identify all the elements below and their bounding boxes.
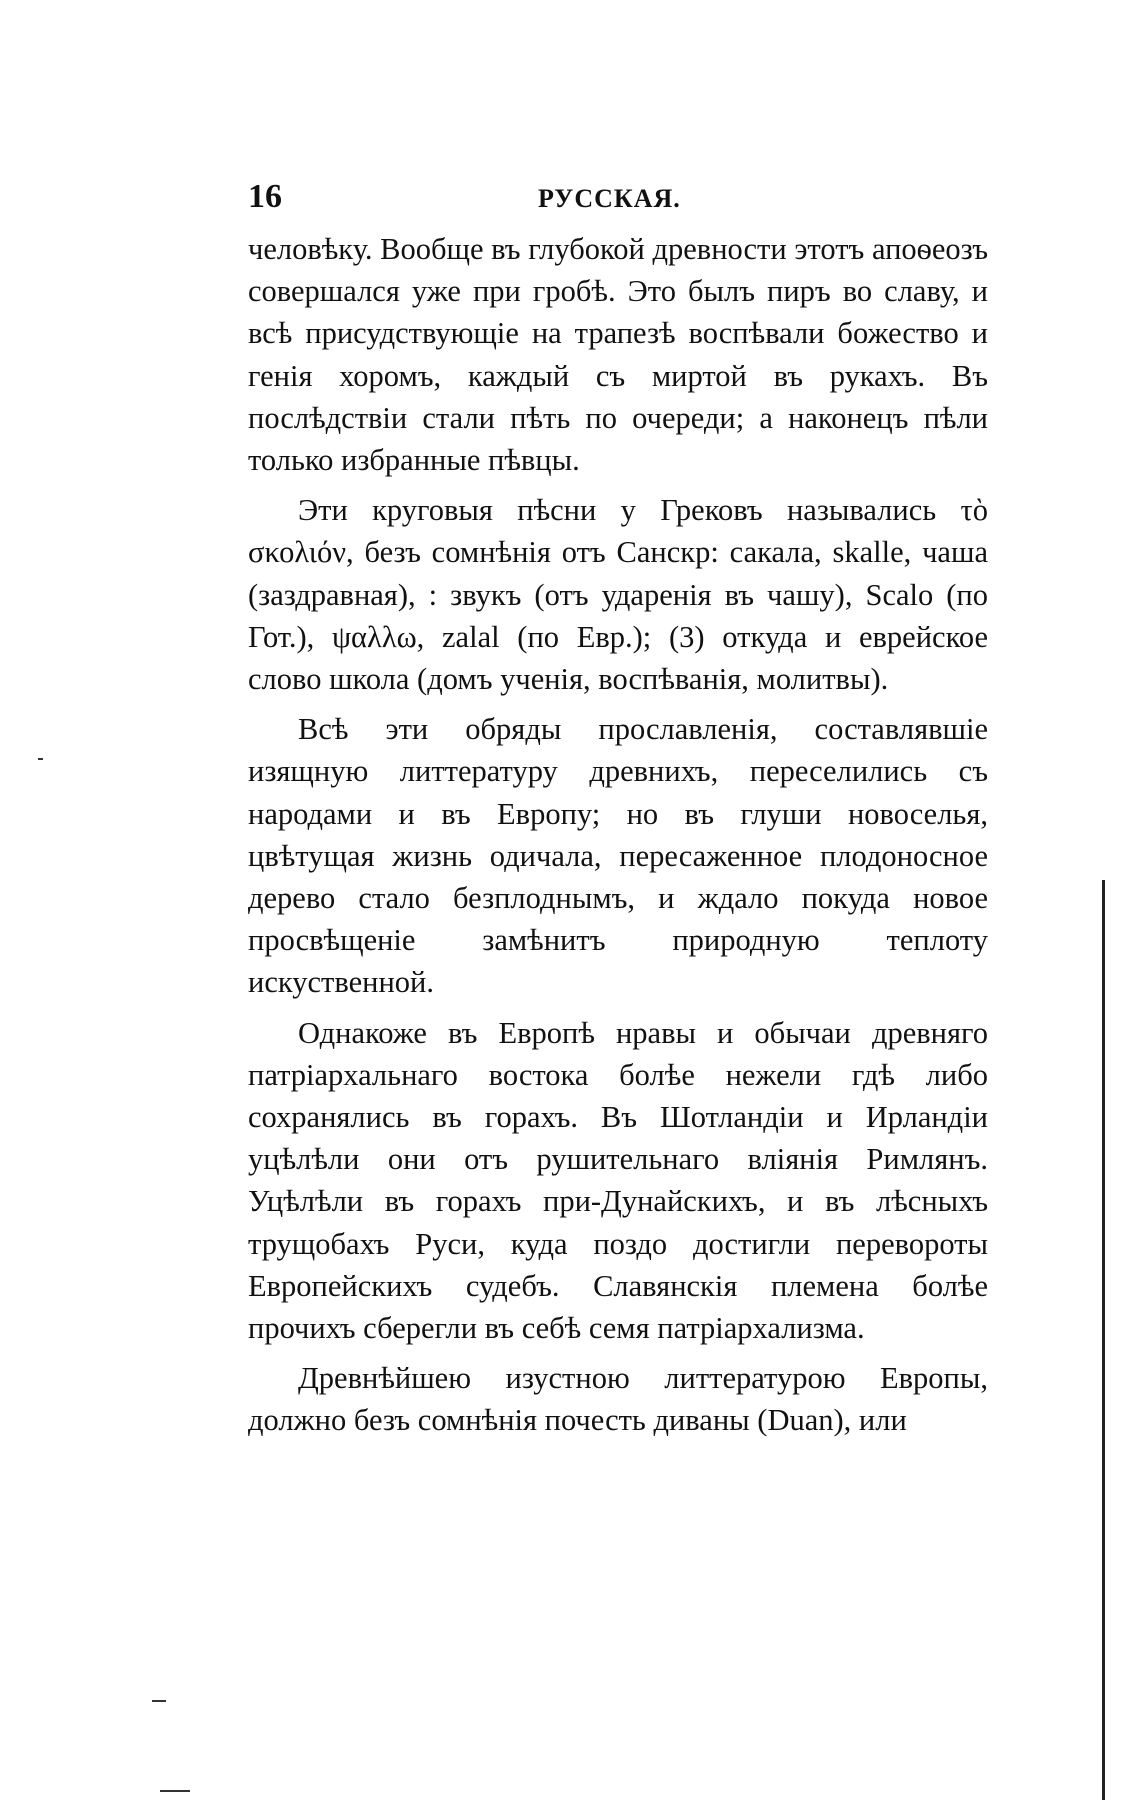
paragraph-3: Всѣ эти обряды прославленія, составлявшіе изящную литтературу древнихъ, переселились съ народами и въ Европу; но въ глуши новоселья, цвѣтущая жизнь одичала, пересаженное плодоносное дерево стало безплоднымъ, и ждало покуда новое просвѣщеніе замѣнитъ природную теплоту искуственной. xyxy=(248,712,988,1000)
scan-speck xyxy=(160,1790,190,1792)
running-title: РУССКАЯ. xyxy=(538,184,681,213)
page-number: 16 xyxy=(248,178,282,215)
paragraph-1: человѣку. Вообще въ глубокой древности этотъ апоѳеозъ совершался уже при гробѣ. Это былъ пиръ во славу, и всѣ присудствующіе на трапезѣ воспѣвали божество и генія хоромъ, каждый съ миртой въ рукахъ. Въ послѣдствіи стали пѣть по очереди; а наконецъ пѣли только избранные пѣвцы. xyxy=(248,232,988,478)
page-header xyxy=(248,178,988,220)
paragraph-5: Древнѣйшею изустною литтературою Европы, должно безъ сомнѣнія почесть диваны (Duan), или xyxy=(248,1361,988,1438)
paragraph-2: Эти круговыя пѣсни у Грековъ назывались τὸ σκολιόν, безъ сомнѣнія отъ Санскр: сакала, skalle, чаша (заздравная), : звукъ (отъ ударенія въ чашу), Scalo (по Гот.), ψαλλω, zalal (по Евр.); (3) откуда и еврейское слово школа (домъ ученія, воспѣванія, молитвы). xyxy=(248,493,988,697)
body-text xyxy=(248,228,988,1450)
scan-gutter-line xyxy=(1102,880,1105,1800)
scan-speck xyxy=(152,1700,166,1702)
scan-speck xyxy=(38,758,43,760)
paragraph-4: Однакоже въ Европѣ нравы и обычаи древняго патріархальнаго востока болѣе нежели гдѣ либо сохранялись въ горахъ. Въ Шотландіи и Ирландіи уцѣлѣли они отъ рушительнаго вліянія Римлянъ. Уцѣлѣли въ горахъ при-Дунайскихъ, и въ лѣсныхъ трущобахъ Руси, куда поздо достигли перевороты Европейскихъ судебъ. Славянскія племена болѣе прочихъ сберегли въ себѣ семя патріархализма. xyxy=(248,1015,988,1346)
